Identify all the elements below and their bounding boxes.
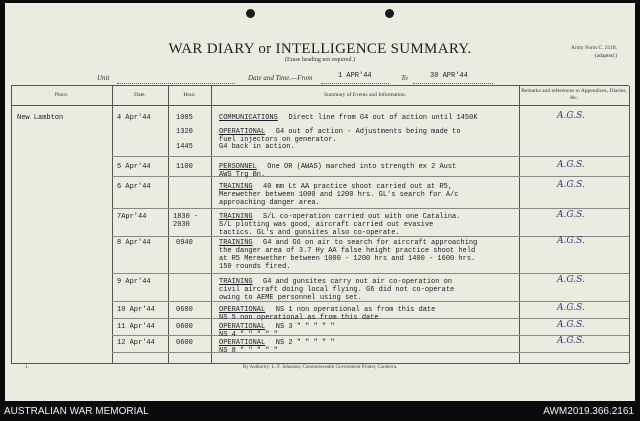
entry-date: 7Apr'44 [117, 213, 147, 221]
entry-text: NS 4 " " " " " [219, 331, 278, 339]
entry-text: fuel injectors on generator. [219, 136, 337, 144]
remarks-initials: A.G.S. [557, 336, 585, 346]
entry-text: Merewether between 1000 and 1200 hrs. GL's search for A/c [219, 191, 459, 199]
entry-text: AWS Trg Bn. [219, 171, 266, 179]
entry-text: tactics. GL's and gunsites also co-operate. [219, 229, 400, 237]
remarks-initials: A.G.S. [557, 275, 585, 285]
row-rule [112, 156, 629, 157]
entry-hour: 0940 [176, 239, 193, 247]
unit-label: Unit [97, 74, 110, 82]
column-header-summary: Summary of Events and Information. [323, 91, 407, 98]
header-rule [11, 105, 629, 106]
date-time-label: Date and Time.—From [248, 74, 313, 82]
entry-date: 5 Apr'44 [117, 163, 151, 171]
entry-category: TRAINING [219, 213, 253, 221]
entry-category: PERSONNEL [219, 163, 257, 171]
entry-category: OPERATIONAL [219, 306, 266, 314]
column-header-remarks: Remarks and references to Appendices, Diaries, &c. [521, 88, 627, 101]
printer-line: By Authority: L. F. Johnston, Commonwealth Government Printer, Canberra. [242, 365, 398, 370]
remarks-initials: A.G.S. [557, 111, 585, 121]
entry-text: NS 1 non operational as from this date [275, 306, 436, 314]
entry-text: One OR (AWAS) marched into strength ex 2 Aust [267, 163, 457, 171]
entry-category: COMMUNICATIONS [219, 114, 278, 122]
row-rule [112, 176, 629, 177]
entry-date: 12 Apr'44 [117, 339, 155, 347]
entry-text: 40 mm Lt AA practice shoot carried out at R5, [263, 183, 453, 191]
entry-category: OPERATIONAL [219, 128, 266, 136]
entry-date: 6 Apr'44 [117, 183, 151, 191]
row-rule [112, 301, 629, 302]
place-value: New Lambton [17, 114, 64, 122]
column-header-date: Date. [134, 91, 146, 98]
date-from: 1 APR'44 [338, 72, 372, 80]
entry-date: 4 Apr'44 [117, 114, 151, 122]
entry-category: OPERATIONAL [219, 323, 266, 331]
entry-text: G4 back in action. [219, 143, 295, 151]
punch-hole [385, 9, 394, 18]
entry-hour: 0600 [176, 306, 193, 314]
column-rule [519, 86, 520, 363]
entry-text: NS 2 " " " " " [275, 339, 335, 347]
column-rule [211, 86, 212, 363]
entry-hour: 1445 [176, 143, 193, 151]
entry-text: G4 out of action - Adjustments being made to [275, 128, 461, 136]
archive-reference: AWM2019.366.2161 [543, 406, 634, 417]
column-rule [11, 86, 12, 363]
entry-date: 10 Apr'44 [117, 306, 155, 314]
entry-date: 8 Apr'44 [117, 239, 151, 247]
entry-text: S/L co-operation carried out with one Catalina. [263, 213, 461, 221]
column-header-place: Place. [54, 91, 69, 98]
column-rule [168, 86, 169, 363]
row-rule [112, 335, 629, 336]
form-reference [571, 44, 617, 60]
entry-hour: 1005 [176, 114, 193, 122]
unit-dotline [117, 83, 235, 84]
entry-hour: 1830 - 2030 [173, 213, 199, 229]
date-to: 30 APR'44 [430, 72, 468, 80]
entry-hour: 0600 [176, 339, 193, 347]
entry-text: owing to AEME personnel using set. [219, 294, 362, 302]
row-rule [112, 208, 629, 209]
archive-caption: AUSTRALIAN WAR MEMORIAL [4, 406, 149, 417]
entry-text: S/L plotting was good, aircraft carried out evasive [219, 221, 434, 229]
entry-text: NS 5 non operational as from this date [219, 314, 379, 322]
entry-text: G4 and gunsites carry out air co-operation on [263, 278, 453, 286]
entry-date: 11 Apr'44 [117, 323, 155, 331]
entry-category: OPERATIONAL [219, 339, 266, 347]
entry-category: TRAINING [219, 278, 253, 286]
entry-text: G4 and G6 on air to search for aircraft approaching [263, 239, 478, 247]
entry-text: the danger area of 3.7 Hy AA false height practice shoot held [219, 247, 476, 255]
entry-hour: 1320 [176, 128, 193, 136]
remarks-initials: A.G.S. [557, 180, 585, 190]
entry-category: TRAINING [219, 239, 253, 247]
remarks-initials: A.G.S. [557, 210, 585, 220]
to-dotline [413, 83, 493, 84]
to-label: To [401, 74, 408, 82]
remarks-initials: A.G.S. [557, 303, 585, 313]
entry-text: 150 rounds fired. [219, 263, 291, 271]
document-subtitle: (Erase heading not required.) [285, 57, 355, 63]
entry-text: civil aircraft doing local flying. G6 did not co-operate [219, 286, 455, 294]
punch-hole [246, 9, 255, 18]
remarks-initials: A.G.S. [557, 160, 585, 170]
entry-hour: 1100 [176, 163, 193, 171]
war-diary-page [5, 3, 635, 401]
entry-category: TRAINING [219, 183, 253, 191]
form-id: Army Form C. 2118. [570, 45, 617, 51]
entry-date: 9 Apr'44 [117, 278, 151, 286]
entry-text: at R5 Merewether between 1000 - 1200 hrs and 1400 - 1600 hrs. [219, 255, 476, 263]
entry-text: Direct line from G4 out of action until 1450K [288, 114, 478, 122]
column-rule [629, 86, 630, 363]
entry-text: NS 8 " " " " " [219, 347, 278, 355]
entry-text: NS 3 " " " " " [275, 323, 335, 331]
form-note: (adapted.) [594, 53, 617, 59]
column-header-hour: Hour. [183, 91, 196, 98]
document-title: WAR DIARY or INTELLIGENCE SUMMARY. [168, 41, 472, 57]
from-dotline [321, 83, 389, 84]
entry-text: approaching danger area. [219, 199, 320, 207]
page-number: 1. [25, 365, 29, 370]
entry-hour: 0600 [176, 323, 193, 331]
row-rule [112, 273, 629, 274]
table-bottom-rule [11, 363, 629, 364]
column-rule [112, 86, 113, 363]
remarks-initials: A.G.S. [557, 320, 585, 330]
remarks-initials: A.G.S. [557, 236, 585, 246]
row-rule [112, 352, 629, 353]
